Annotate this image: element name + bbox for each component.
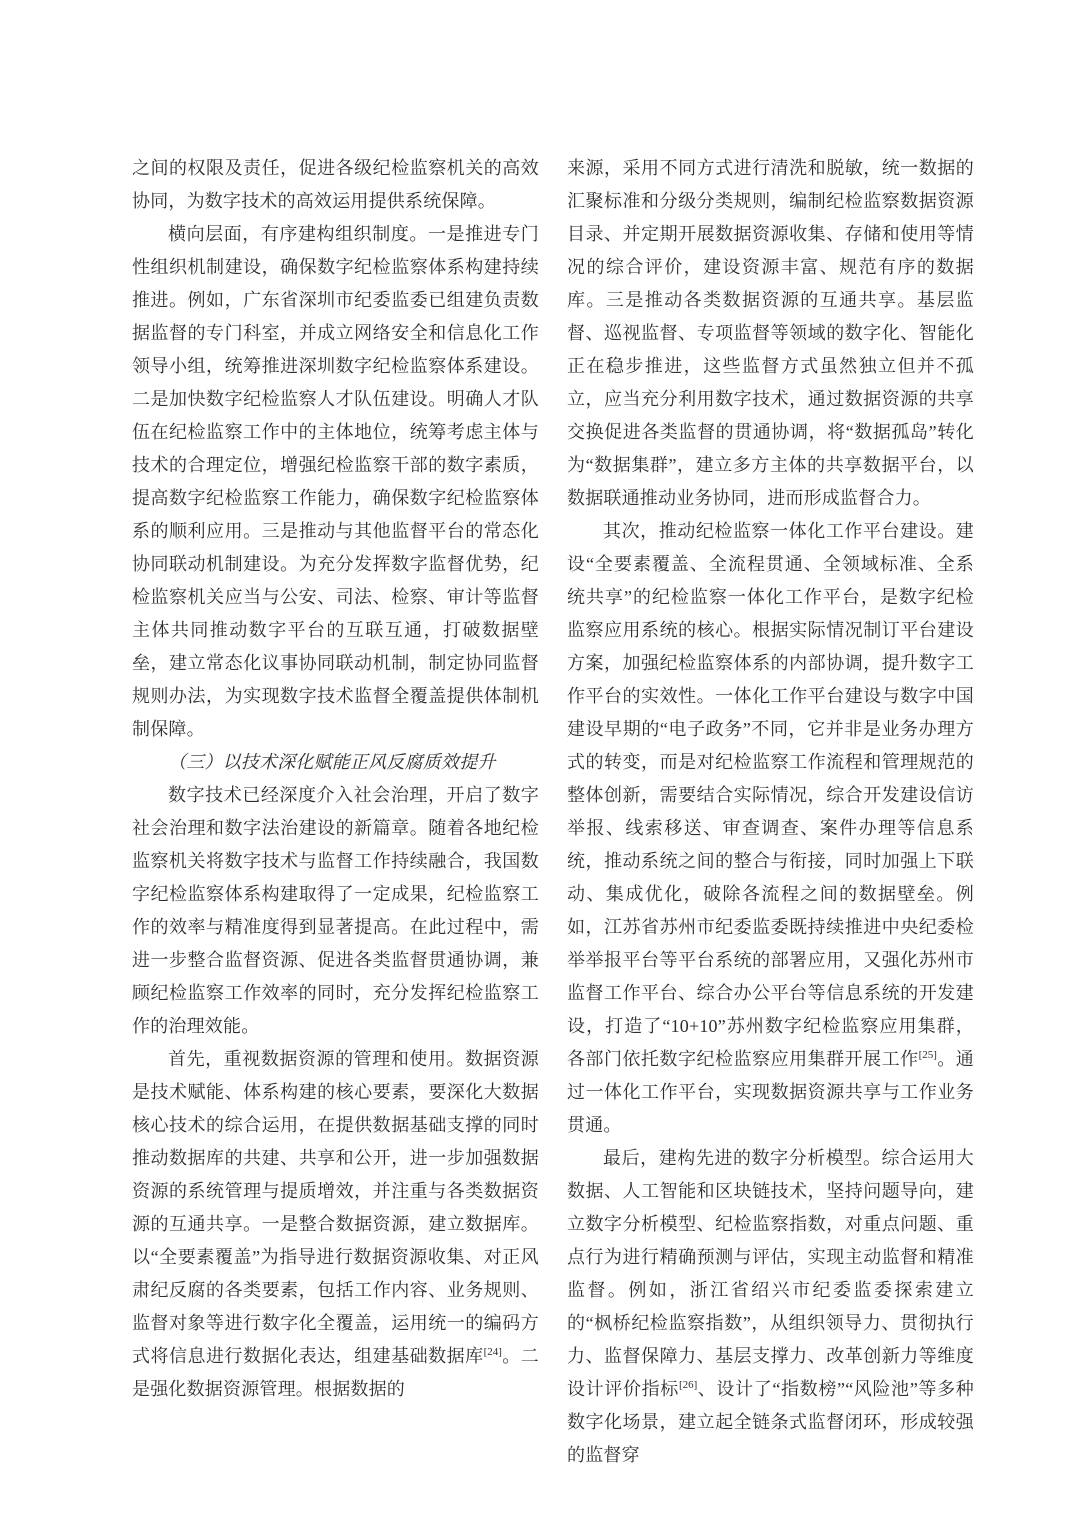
left-column	[132, 152, 539, 1472]
paragraph: 来源，采用不同方式进行清洗和脱敏，统一数据的汇聚标准和分级分类规则，编制纪检监察数据资源目录、并定期开展数据资源收集、存储和使用等情况的综合评价，建设资源丰富、规范有序的数据库。三是推动各类数据资源的互通共享。基层监督、巡视监督、专项监督等领域的数字化、智能化正在稳步推进，这些监督方式虽然独立但并不孤立，应当充分利用数字技术，通过数据资源的共享交换促进各类监督的贯通协调，将“数据孤岛”转化为“数据集群”，建立多方主体的共享数据平台，以数据联通推动业务协同，进而形成监督合力。	[567, 158, 974, 508]
right-column	[567, 152, 974, 1472]
footnote-reference: [26]	[678, 1379, 698, 1391]
paragraph: 数字技术已经深度介入社会治理，开启了数字社会治理和数字法治建设的新篇章。随着各地纪检监察机关将数字技术与监督工作持续融合，我国数字纪检监察体系构建取得了一定成果，纪检监察工作的效率与精准度得到显著提高。在此过程中，需进一步整合监督资源、促进各类监督贯通协调，兼顾纪检监察工作效率的同时，充分发挥纪检监察工作的治理效能。	[132, 785, 539, 1036]
text-columns	[132, 152, 974, 1472]
paragraph: 横向层面，有序建构组织制度。一是推进专门性组织机制建设，确保数字纪检监察体系构建持续推进。例如，广东省深圳市纪委监委已组建负责数据监督的专门科室，并成立网络安全和信息化工作领导小组，统筹推进深圳数字纪检监察体系建设。二是加快数字纪检监察人才队伍建设。明确人才队伍在纪检监察工作中的主体地位，统筹考虑主体与技术的合理定位，增强纪检监察干部的数字素质，提高数字纪检监察工作能力，确保数字纪检监察体系的顺利应用。三是推动与其他监督平台的常态化协同联动机制建设。为充分发挥数字监督优势，纪检监察机关应当与公安、司法、检察、审计等监督主体共同推动数字平台的互联互通，打破数据壁垒，建立常态化议事协同联动机制，制定协同监督规则办法，为实现数字技术监督全覆盖提供体制机制保障。	[132, 224, 539, 739]
paragraph: 最后，建构先进的数字分析模型。综合运用大数据、人工智能和区块链技术，坚持问题导向，建立数字分析模型、纪检监察指数，对重点问题、重点行为进行精确预测与评估，实现主动监督和精准监督。例如，浙江省绍兴市纪委监委探索建立的“枫桥纪检监察指数”，从组织领导力、贯彻执行力、监督保障力、基层支撑力、改革创新力等维度设计评价指标[26]、设计了“指数榜”“风险池”等多种数字化场景，建立起全链条式监督闭环，形成较强的监督穿	[567, 1148, 975, 1465]
paragraph: 首先，重视数据资源的管理和使用。数据资源是技术赋能、体系构建的核心要素，要深化大数据核心技术的综合运用，在提供数据基础支撑的同时推动数据库的共建、共享和公开，进一步加强数据资源的系统管理与提质增效，并注重与各类数据资源的互通共享。一是整合数据资源，建立数据库。以“全要素覆盖”为指导进行数据资源收集、对正风肃纪反腐的各类要素，包括工作内容、业务规则、监督对象等进行数字化全覆盖，运用统一的编码方式将信息进行数据化表达，组建基础数据库[24]。二是强化数据资源管理。根据数据的	[132, 1049, 539, 1399]
section-heading: （三）以技术深化赋能正风反腐质效提升	[168, 752, 496, 772]
footnote-reference: [24]	[483, 1346, 502, 1358]
paragraph: 其次，推动纪检监察一体化工作平台建设。建设“全要素覆盖、全流程贯通、全领域标准、全系统共享”的纪检监察一体化工作平台，是数字纪检监察应用系统的核心。根据实际情况制订平台建设方案，加强纪检监察体系的内部协调，提升数字工作平台的实效性。一体化工作平台建设与数字中国建设早期的“电子政务”不同，它并非是业务办理方式的转变，而是对纪检监察工作流程和管理规范的整体创新，需要结合实际情况，综合开发建设信访举报、线索移送、审查调查、案件办理等信息系统，推动系统之间的整合与衔接，同时加强上下联动、集成优化，破除各流程之间的数据壁垒。例如，江苏省苏州市纪委监委既持续推进中央纪委检举举报平台等平台系统的部署应用，又强化苏州市监督工作平台、综合办公平台等信息系统的开发建设，打造了“10+10”苏州数字纪检监察应用集群，各部门依托数字纪检监察应用集群开展工作[25]。通过一体化工作平台，实现数据资源共享与工作业务贯通。	[567, 521, 974, 1135]
paragraph: 之间的权限及责任，促进各级纪检监察机关的高效协同，为数字技术的高效运用提供系统保障。	[132, 158, 539, 211]
footnote-reference: [25]	[918, 1049, 937, 1061]
